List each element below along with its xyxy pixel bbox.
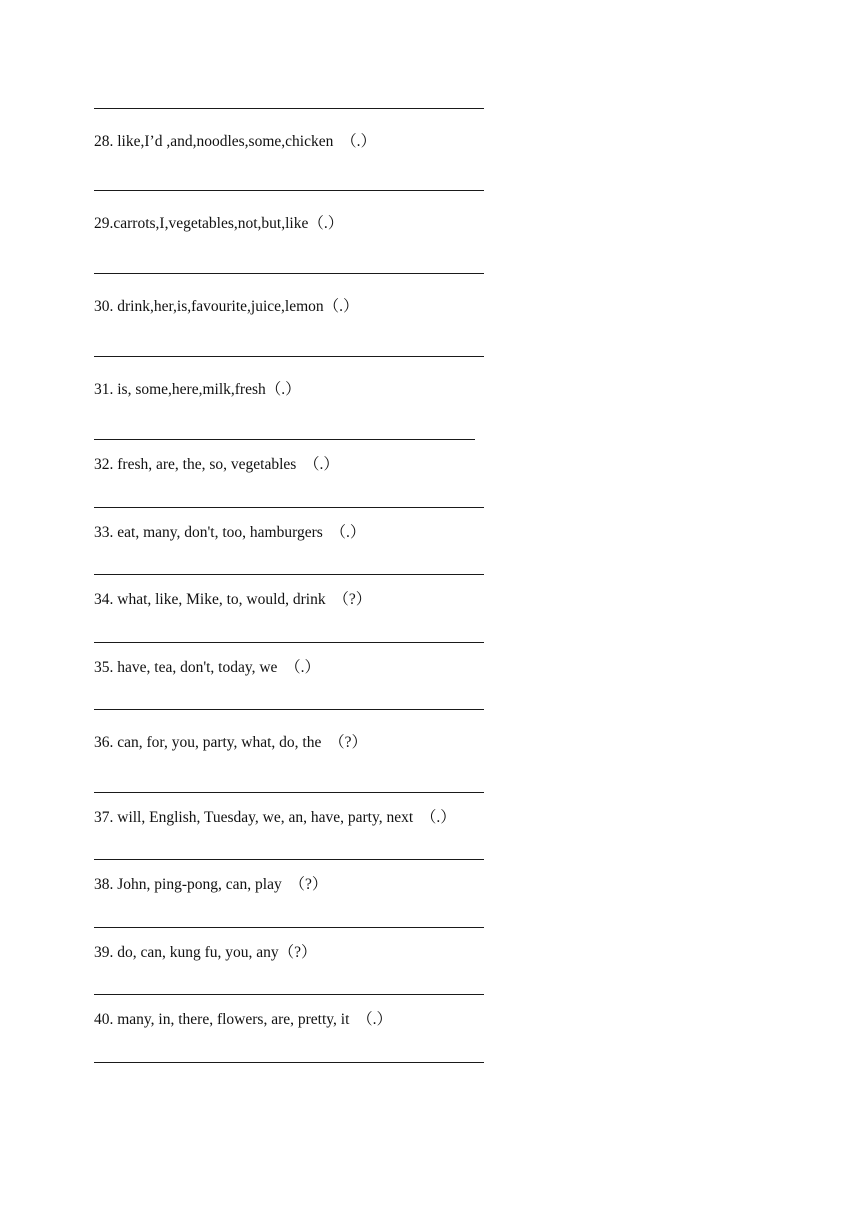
question-30: 30. drink,her,is,favourite,juice,lemon（.） bbox=[94, 298, 359, 315]
answer-line bbox=[94, 439, 475, 440]
answer-line bbox=[94, 507, 484, 508]
question-35: 35. have, tea, don't, today, we （.） bbox=[94, 659, 321, 676]
question-31: 31. is, some,here,milk,fresh（.） bbox=[94, 381, 301, 398]
answer-line bbox=[94, 859, 484, 860]
question-36: 36. can, for, you, party, what, do, the （?） bbox=[94, 734, 367, 751]
question-38: 38. John, ping-pong, can, play （?） bbox=[94, 876, 328, 893]
answer-line bbox=[94, 273, 484, 274]
question-37: 37. will, English, Tuesday, we, an, have, party, next （.） bbox=[94, 809, 456, 826]
answer-line bbox=[94, 642, 484, 643]
answer-line bbox=[94, 994, 484, 995]
answer-line bbox=[94, 709, 484, 710]
answer-line bbox=[94, 927, 484, 928]
answer-line bbox=[94, 1062, 484, 1063]
question-32: 32. fresh, are, the, so, vegetables （.） bbox=[94, 456, 339, 473]
answer-line bbox=[94, 356, 484, 357]
question-34: 34. what, like, Mike, to, would, drink （?） bbox=[94, 591, 372, 608]
question-40: 40. many, in, there, flowers, are, pretty, it （.） bbox=[94, 1011, 393, 1028]
question-39: 39. do, can, kung fu, you, any（?） bbox=[94, 944, 317, 961]
answer-line bbox=[94, 190, 484, 191]
question-29: 29.carrots,I,vegetables,not,but,like（.） bbox=[94, 215, 344, 232]
question-33: 33. eat, many, don't, too, hamburgers （.） bbox=[94, 524, 366, 541]
question-28: 28. like,I’d ,and,noodles,some,chicken （.） bbox=[94, 133, 376, 150]
answer-line bbox=[94, 792, 484, 793]
answer-line bbox=[94, 574, 484, 575]
answer-line bbox=[94, 108, 484, 109]
